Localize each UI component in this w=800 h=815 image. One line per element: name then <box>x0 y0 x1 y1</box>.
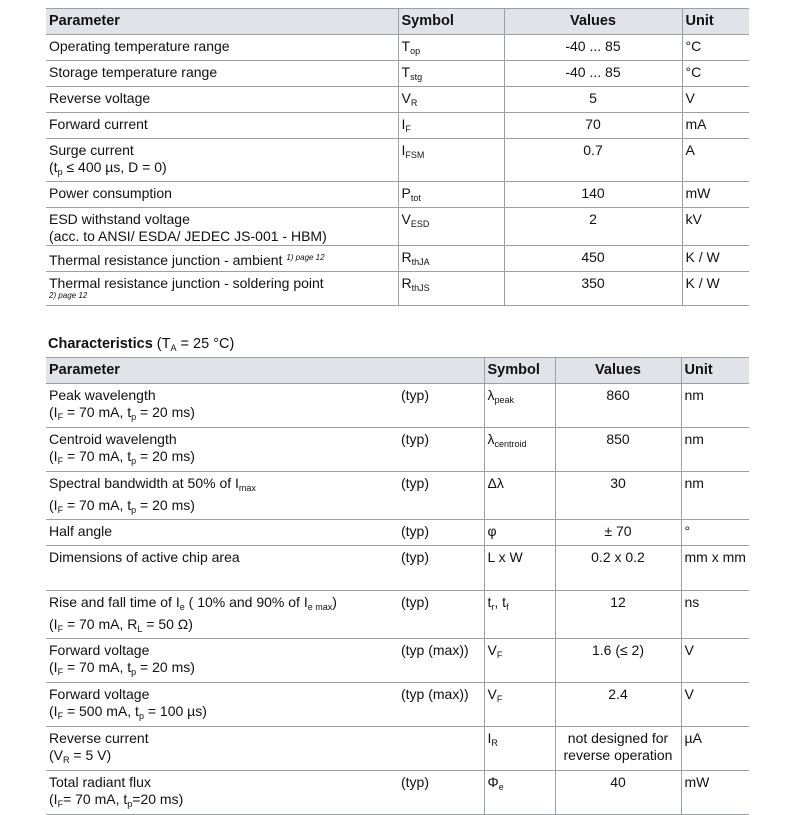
param-cell: Spectral bandwidth at 50% of $I_{max}$ ($I_F = 70$ mA, $t_p = 20$ ms) <box>46 472 398 520</box>
unit-cell: nm <box>681 384 749 428</box>
table-row <box>46 683 749 727</box>
table-row <box>46 520 749 546</box>
unit-cell: mm x mm <box>681 546 749 591</box>
header-symbol: Symbol <box>484 358 555 384</box>
symbol-cell: $I_{FSM}$ <box>398 139 504 182</box>
symbol-cell: φ <box>484 520 555 546</box>
unit-cell: V <box>682 87 749 113</box>
symbol-cell: $T_{stg}$ <box>398 61 504 87</box>
param-cell: Surge current ($t_p \le 400$ µs, D = 0) <box>46 139 398 182</box>
value-cell: 40 <box>555 771 681 815</box>
value-cell: 12 <box>555 591 681 639</box>
header-unit: Unit <box>681 358 749 384</box>
table-row <box>46 546 749 591</box>
table-row <box>46 472 749 520</box>
symbol-cell: $P_{tot}$ <box>398 182 504 208</box>
unit-cell: K / W <box>682 272 749 306</box>
value-cell: 350 <box>504 272 682 306</box>
value-cell: 860 <box>555 384 681 428</box>
table-row <box>46 727 749 771</box>
symbol-cell: $V_F$ <box>484 683 555 727</box>
typ-cell: (typ) <box>398 428 484 472</box>
value-cell: 850 <box>555 428 681 472</box>
param-cell: Forward voltage ($I_F = 70$ mA, $t_p = 20$ ms) <box>46 639 398 683</box>
unit-cell: V <box>681 639 749 683</box>
param-cell: Peak wavelength ($I_F = 70$ mA, $t_p = 20$ ms) <box>46 384 398 428</box>
typ-cell: (typ) <box>398 520 484 546</box>
typ-cell: (typ (max)) <box>398 683 484 727</box>
symbol-cell: $R_{thJS}$ <box>398 272 504 306</box>
symbol-cell: $V_R$ <box>398 87 504 113</box>
typ-cell: (typ) <box>398 771 484 815</box>
header-values: Values <box>555 358 681 384</box>
table-row <box>46 139 749 182</box>
param-cell: ESD withstand voltage (acc. to ANSI/ ESDA/ JEDEC JS-001 - HBM) <box>46 208 398 246</box>
unit-cell: kV <box>682 208 749 246</box>
unit-cell: °C <box>682 35 749 61</box>
value-cell: -40 ... 85 <box>504 35 682 61</box>
header-values: Values <box>504 9 682 35</box>
value-cell: -40 ... 85 <box>504 61 682 87</box>
table-row <box>46 35 749 61</box>
param-cell: Forward voltage ($I_F = 500$ mA, $t_p = 100$ µs) <box>46 683 398 727</box>
param-cell: Reverse voltage <box>46 87 398 113</box>
symbol-cell: L x W <box>484 546 555 591</box>
table-header <box>46 9 749 35</box>
param-cell: Operating temperature range <box>46 35 398 61</box>
symbol-cell: $V_{ESD}$ <box>398 208 504 246</box>
footnote-ref[interactable]: 1) page 12 <box>286 253 325 262</box>
symbol-cell: $\Phi_e$ <box>484 771 555 815</box>
typ-cell: (typ) <box>398 546 484 591</box>
value-cell: 1.6 (≤ 2) <box>555 639 681 683</box>
header-symbol: Symbol <box>398 9 504 35</box>
header-parameter: Parameter <box>46 9 398 35</box>
symbol-cell: $\lambda_{centroid}$ <box>484 428 555 472</box>
param-cell: Storage temperature range <box>46 61 398 87</box>
unit-cell: mA <box>682 113 749 139</box>
typ-cell <box>398 727 484 771</box>
table-row <box>46 61 749 87</box>
value-cell: 0.7 <box>504 139 682 182</box>
param-cell: Thermal resistance junction - soldering point 2) page 12 <box>46 272 398 306</box>
ratings-table <box>46 8 749 306</box>
symbol-cell: $t_r$, $t_f$ <box>484 591 555 639</box>
typ-cell: (typ) <box>398 591 484 639</box>
value-cell: 30 <box>555 472 681 520</box>
unit-cell: K / W <box>682 246 749 272</box>
param-cell: Power consumption <box>46 182 398 208</box>
table-row <box>46 113 749 139</box>
param-cell: Total radiant flux ($I_F= 70$ mA, $t_p=20$ ms) <box>46 771 398 815</box>
param-cell: Thermal resistance junction - ambient $^{1) page 12}$ <box>46 246 398 272</box>
typ-cell: (typ) <box>398 384 484 428</box>
unit-cell: nm <box>681 472 749 520</box>
table-row <box>46 639 749 683</box>
table-row <box>46 272 749 306</box>
value-cell: 140 <box>504 182 682 208</box>
header-parameter: Parameter <box>46 358 398 384</box>
characteristics-title: Characteristics ($T_A = 25$ °C) <box>48 336 235 353</box>
value-cell: 70 <box>504 113 682 139</box>
table-row <box>46 246 749 272</box>
typ-cell: (typ) <box>398 472 484 520</box>
symbol-cell: Δλ <box>484 472 555 520</box>
table-row <box>46 428 749 472</box>
footnote-ref[interactable]: 2) page 12 <box>49 291 88 300</box>
table-row <box>46 182 749 208</box>
value-cell: 0.2 x 0.2 <box>555 546 681 591</box>
table-row <box>46 384 749 428</box>
unit-cell: °C <box>682 61 749 87</box>
unit-cell: mW <box>681 771 749 815</box>
symbol-cell: $I_F$ <box>398 113 504 139</box>
unit-cell: µA <box>681 727 749 771</box>
value-cell: 2 <box>504 208 682 246</box>
typ-cell: (typ (max)) <box>398 639 484 683</box>
param-cell: Rise and fall time of $I_e$ ( 10% and 90% of $I_{e max}$) ($I_F = 70$ mA, $R_L = 50$ Ω) <box>46 591 398 639</box>
unit-cell: A <box>682 139 749 182</box>
header-unit: Unit <box>682 9 749 35</box>
value-cell: 5 <box>504 87 682 113</box>
value-cell: 450 <box>504 246 682 272</box>
unit-cell: nm <box>681 428 749 472</box>
unit-cell: V <box>681 683 749 727</box>
symbol-cell: $I_R$ <box>484 727 555 771</box>
value-cell: not designed for reverse operation <box>555 727 681 771</box>
unit-cell: mW <box>682 182 749 208</box>
table-row <box>46 87 749 113</box>
param-cell: Forward current <box>46 113 398 139</box>
header-typ <box>398 358 484 384</box>
unit-cell: ns <box>681 591 749 639</box>
symbol-cell: $R_{thJA}$ <box>398 246 504 272</box>
param-cell: Centroid wavelength ($I_F = 70$ mA, $t_p = 20$ ms) <box>46 428 398 472</box>
symbol-cell: $\lambda_{peak}$ <box>484 384 555 428</box>
value-cell: 2.4 <box>555 683 681 727</box>
value-cell: ± 70 <box>555 520 681 546</box>
table-row <box>46 771 749 815</box>
param-cell: Reverse current ($V_R = 5$ V) <box>46 727 398 771</box>
symbol-cell: $V_F$ <box>484 639 555 683</box>
table-header <box>46 358 749 384</box>
unit-cell: ° <box>681 520 749 546</box>
param-cell: Dimensions of active chip area <box>46 546 398 591</box>
param-cell: Half angle <box>46 520 398 546</box>
characteristics-body <box>46 384 749 815</box>
table-row <box>46 591 749 639</box>
table-row <box>46 208 749 246</box>
characteristics-table <box>46 357 749 815</box>
symbol-cell: $T_{op}$ <box>398 35 504 61</box>
